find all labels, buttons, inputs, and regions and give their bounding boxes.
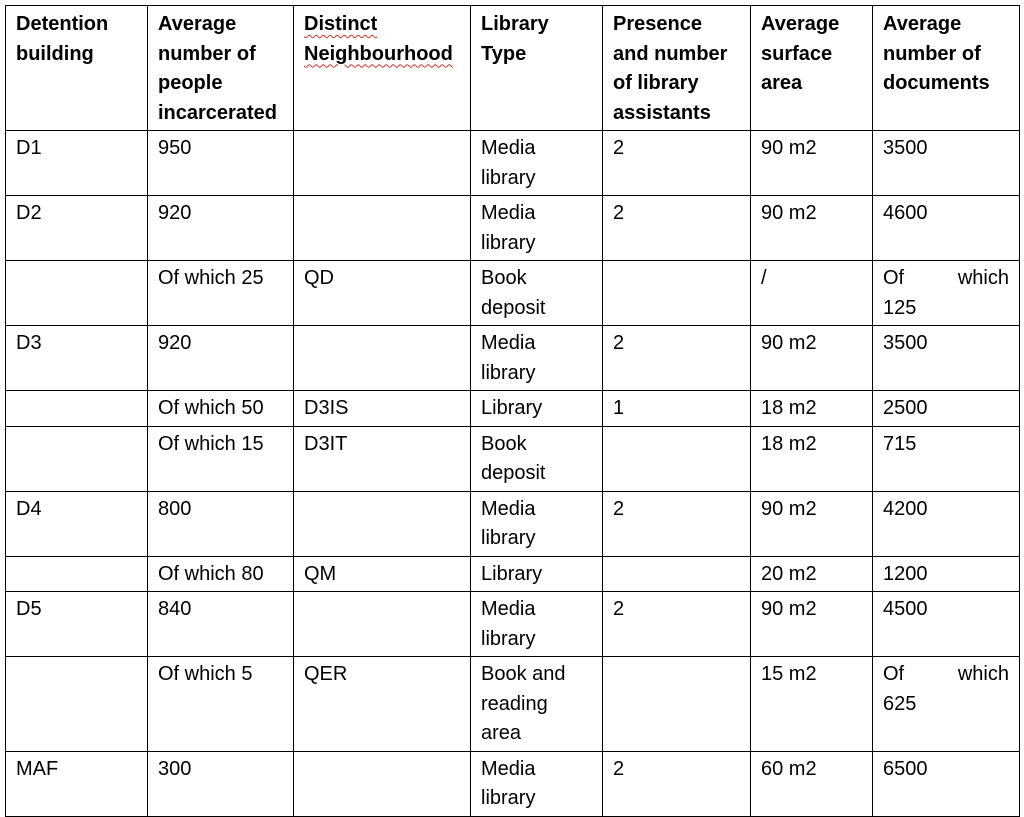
cell-building: D1 [6,131,148,196]
cell-people: 950 [148,131,294,196]
cell-library-type: Media library [471,326,603,391]
cell-building: D3 [6,326,148,391]
cell-building [6,556,148,592]
table-row [6,556,1020,592]
cell-assistants: 2 [603,751,751,816]
cell-library-type: Media library [471,491,603,556]
justified-line [883,660,1009,690]
cell-surface: 90 m2 [751,491,873,556]
cell-surface: 20 m2 [751,556,873,592]
cell-neighbourhood [294,491,471,556]
table-row [6,391,1020,427]
cell-neighbourhood: QER [294,657,471,752]
cell-people: 920 [148,326,294,391]
cell-assistants: 2 [603,326,751,391]
cell-documents: 4200 [873,491,1020,556]
cell-building: D4 [6,491,148,556]
cell-library-type: Book and reading area [471,657,603,752]
cell-people: 920 [148,196,294,261]
justified-word: which [957,663,1009,685]
table-row [6,592,1020,657]
justified-line-end: 125 [883,296,917,319]
table-row [6,426,1020,491]
cell-library-type: Book deposit [471,426,603,491]
table-row [6,491,1020,556]
cell-assistants [603,426,751,491]
cell-assistants: 2 [603,592,751,657]
library-data-table [5,5,1020,817]
cell-building [6,426,148,491]
cell-neighbourhood [294,326,471,391]
cell-documents: 1200 [873,556,1020,592]
header-average-people: Average number of people incarcerated [148,6,294,131]
justified-word: Of [883,267,905,289]
cell-people: Of which 15 [148,426,294,491]
cell-surface: 15 m2 [751,657,873,752]
table-row [6,326,1020,391]
cell-people: Of which 25 [148,261,294,326]
cell-assistants [603,261,751,326]
header-library-type: Library Type [471,6,603,131]
cell-neighbourhood [294,196,471,261]
cell-people: Of which 80 [148,556,294,592]
table-header-row [6,6,1020,131]
cell-building [6,391,148,427]
header-distinct-neighbourhood [294,6,471,131]
table-row [6,751,1020,816]
cell-library-type: Media library [471,751,603,816]
cell-people: 800 [148,491,294,556]
cell-neighbourhood [294,131,471,196]
cell-library-type: Library [471,391,603,427]
cell-documents [873,261,1020,326]
cell-surface: 90 m2 [751,131,873,196]
cell-building: MAF [6,751,148,816]
cell-neighbourhood [294,592,471,657]
table-row [6,131,1020,196]
table-row [6,657,1020,752]
cell-library-type: Media library [471,592,603,657]
cell-documents: 715 [873,426,1020,491]
header-surface-area: Average surface area [751,6,873,131]
cell-library-type: Book deposit [471,261,603,326]
cell-documents: 4600 [873,196,1020,261]
cell-documents: 6500 [873,751,1020,816]
cell-people: 840 [148,592,294,657]
cell-surface: 90 m2 [751,592,873,657]
cell-library-type: Media library [471,196,603,261]
cell-surface: 90 m2 [751,196,873,261]
cell-people: Of which 50 [148,391,294,427]
cell-documents: 2500 [873,391,1020,427]
cell-neighbourhood: D3IS [294,391,471,427]
table-row [6,261,1020,326]
cell-surface: 60 m2 [751,751,873,816]
justified-word: which [957,267,1009,289]
cell-assistants: 2 [603,131,751,196]
header-library-assistants: Presence and number of library assistants [603,6,751,131]
cell-library-type: Media library [471,131,603,196]
cell-neighbourhood: QM [294,556,471,592]
justified-line [883,264,1009,294]
cell-surface: 18 m2 [751,426,873,491]
cell-neighbourhood: QD [294,261,471,326]
cell-surface: 90 m2 [751,326,873,391]
cell-assistants: 1 [603,391,751,427]
cell-assistants: 2 [603,196,751,261]
header-number-documents: Average number of documents [873,6,1020,131]
cell-documents: 3500 [873,131,1020,196]
cell-building: D5 [6,592,148,657]
cell-building [6,261,148,326]
cell-surface: 18 m2 [751,391,873,427]
cell-surface: / [751,261,873,326]
cell-building [6,657,148,752]
header-detention-building: Detention building [6,6,148,131]
cell-documents: 3500 [873,326,1020,391]
cell-neighbourhood [294,751,471,816]
cell-assistants [603,556,751,592]
justified-word: Of [883,663,905,685]
cell-documents: 4500 [873,592,1020,657]
cell-assistants: 2 [603,491,751,556]
cell-library-type: Library [471,556,603,592]
cell-neighbourhood: D3IT [294,426,471,491]
cell-assistants [603,657,751,752]
cell-building: D2 [6,196,148,261]
cell-people: Of which 5 [148,657,294,752]
cell-documents [873,657,1020,752]
cell-people: 300 [148,751,294,816]
table-row [6,196,1020,261]
justified-line-end: 625 [883,692,917,715]
header-distinct-neighbourhood-text: Distinct Neighbourhood [304,13,453,65]
